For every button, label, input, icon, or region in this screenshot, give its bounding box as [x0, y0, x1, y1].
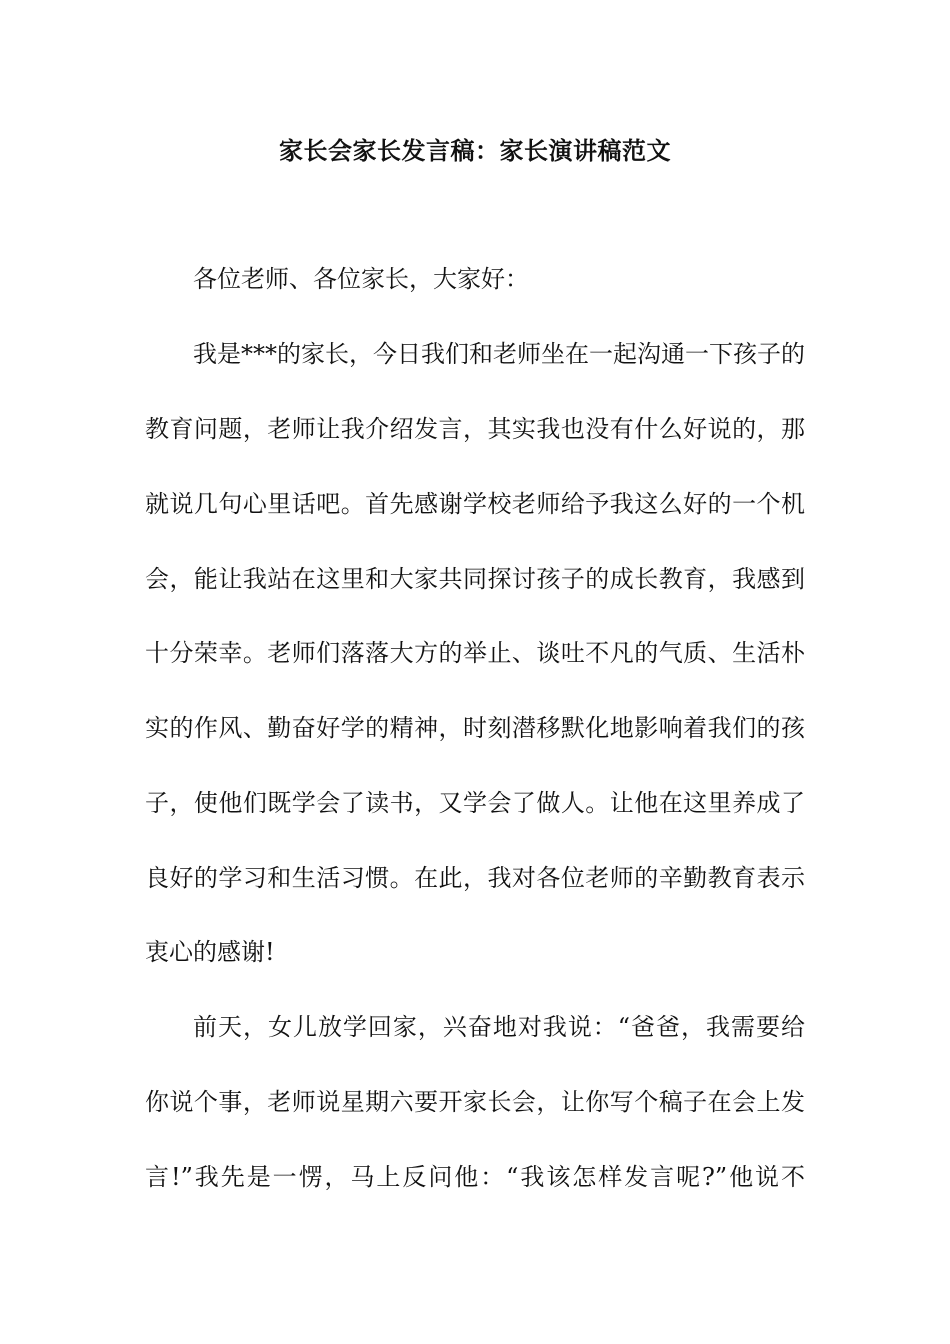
paragraph-1-line-4: 会，能让我站在这里和大家共同探讨孩子的成长教育，我感到	[145, 565, 805, 593]
paragraph-2-line-1: 前天，女儿放学回家，兴奋地对我说：“爸爸，我需要给	[193, 1013, 805, 1041]
greeting-line: 各位老师、各位家长，大家好：	[193, 265, 529, 293]
paragraph-1-line-8: 良好的学习和生活习惯。在此，我对各位老师的辛勤教育表示	[145, 864, 805, 892]
paragraph-1-line-5: 十分荣幸。老师们落落大方的举止、谈吐不凡的气质、生活朴	[145, 639, 805, 667]
paragraph-2-line-3: 言!”我先是一愣，马上反问他：“我该怎样发言呢?”他说不	[145, 1163, 805, 1191]
paragraph-1-line-2: 教育问题，老师让我介绍发言，其实我也没有什么好说的，那	[145, 415, 805, 443]
paragraph-2-line-2: 你说个事，老师说星期六要开家长会，让你写个稿子在会上发	[145, 1088, 805, 1116]
paragraph-1-line-1: 我是***的家长，今日我们和老师坐在一起沟通一下孩子的	[193, 340, 805, 368]
paragraph-1-line-6: 实的作风、勤奋好学的精神，时刻潜移默化地影响着我们的孩	[145, 714, 805, 742]
paragraph-1-line-3: 就说几句心里话吧。首先感谢学校老师给予我这么好的一个机	[145, 490, 805, 518]
document-title: 家长会家长发言稿：家长演讲稿范文	[279, 136, 671, 165]
paragraph-1-line-9: 衷心的感谢!	[145, 938, 275, 966]
paragraph-1-line-7: 子，使他们既学会了读书，又学会了做人。让他在这里养成了	[145, 789, 805, 817]
